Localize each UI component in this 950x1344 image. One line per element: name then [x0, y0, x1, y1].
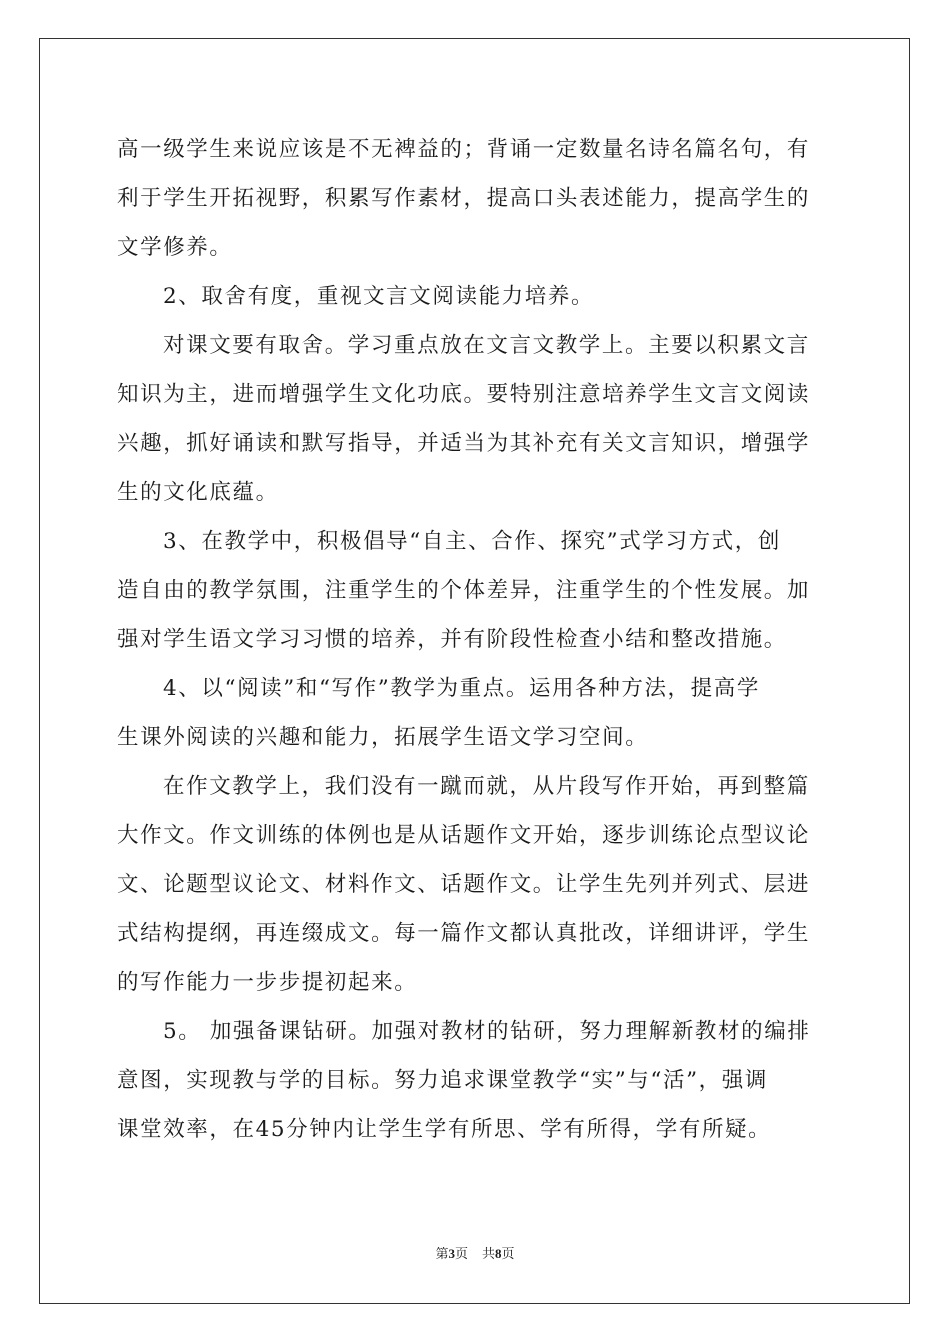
text-line: 文、论题型议论文、材料作文、话题作文。让学生先列并列式、层进 [117, 872, 811, 897]
page-total-prefix: 共 [482, 1247, 496, 1262]
text-line: 4、以“阅读”和“写作”教学为重点。运用各种方法，提高学 [163, 676, 760, 701]
text-line: 的写作能力一步步提初起来。 [117, 970, 418, 995]
page-footer [0, 1245, 950, 1264]
text-line: 利于学生开拓视野，积累写作素材，提高口头表述能力，提高学生的 [117, 186, 811, 211]
text-line: 对课文要有取舍。学习重点放在文言文教学上。主要以积累文言 [163, 333, 810, 358]
text-line: 生课外阅读的兴趣和能力，拓展学生语文学习空间。 [117, 725, 649, 750]
text-line: 生的文化底蕴。 [117, 480, 279, 505]
page-number-suffix: 页 [454, 1247, 468, 1262]
text-line: 高一级学生来说应该是不无裨益的；背诵一定数量名诗名篇名句，有 [117, 137, 811, 162]
text-line: 造自由的教学氛围，注重学生的个体差异，注重学生的个性发展。加 [117, 578, 811, 603]
text-line: 意图，实现教与学的目标。努力追求课堂教学“实”与“活”，强调 [117, 1068, 768, 1093]
page-total-count: 8 [495, 1246, 502, 1261]
page-total-suffix: 页 [501, 1247, 515, 1262]
text-line: 5。 加强备课钻研。加强对教材的钻研，努力理解新教材的编排 [163, 1019, 811, 1044]
text-line: 文学修养。 [117, 235, 233, 260]
page-number-current: 3 [448, 1246, 455, 1261]
section-heading: 2、取舍有度，重视文言文阅读能力培养。 [163, 284, 595, 309]
text-line: 知识为主，进而增强学生文化功底。要特别注意培养学生文言文阅读 [117, 382, 811, 407]
text-line: 在作文教学上，我们没有一蹴而就，从片段写作开始，再到整篇 [163, 774, 810, 799]
text-line: 大作文。作文训练的体例也是从话题作文开始，逐步训练论点型议论 [117, 823, 811, 848]
page-number-prefix: 第 [435, 1247, 449, 1262]
text-line: 3、在教学中，积极倡导“自主、合作、探究”式学习方式，创 [163, 529, 781, 554]
text-line: 强对学生语文学习习惯的培养，并有阶段性检查小结和整改措施。 [117, 627, 787, 652]
text-line: 课堂效率，在45分钟内让学生学有所思、学有所得，学有所疑。 [117, 1117, 772, 1142]
text-line: 兴趣，抓好诵读和默写指导，并适当为其补充有关文言知识，增强学 [117, 431, 811, 456]
text-line: 式结构提纲，再连缀成文。每一篇作文都认真批改，详细讲评，学生 [117, 921, 811, 946]
